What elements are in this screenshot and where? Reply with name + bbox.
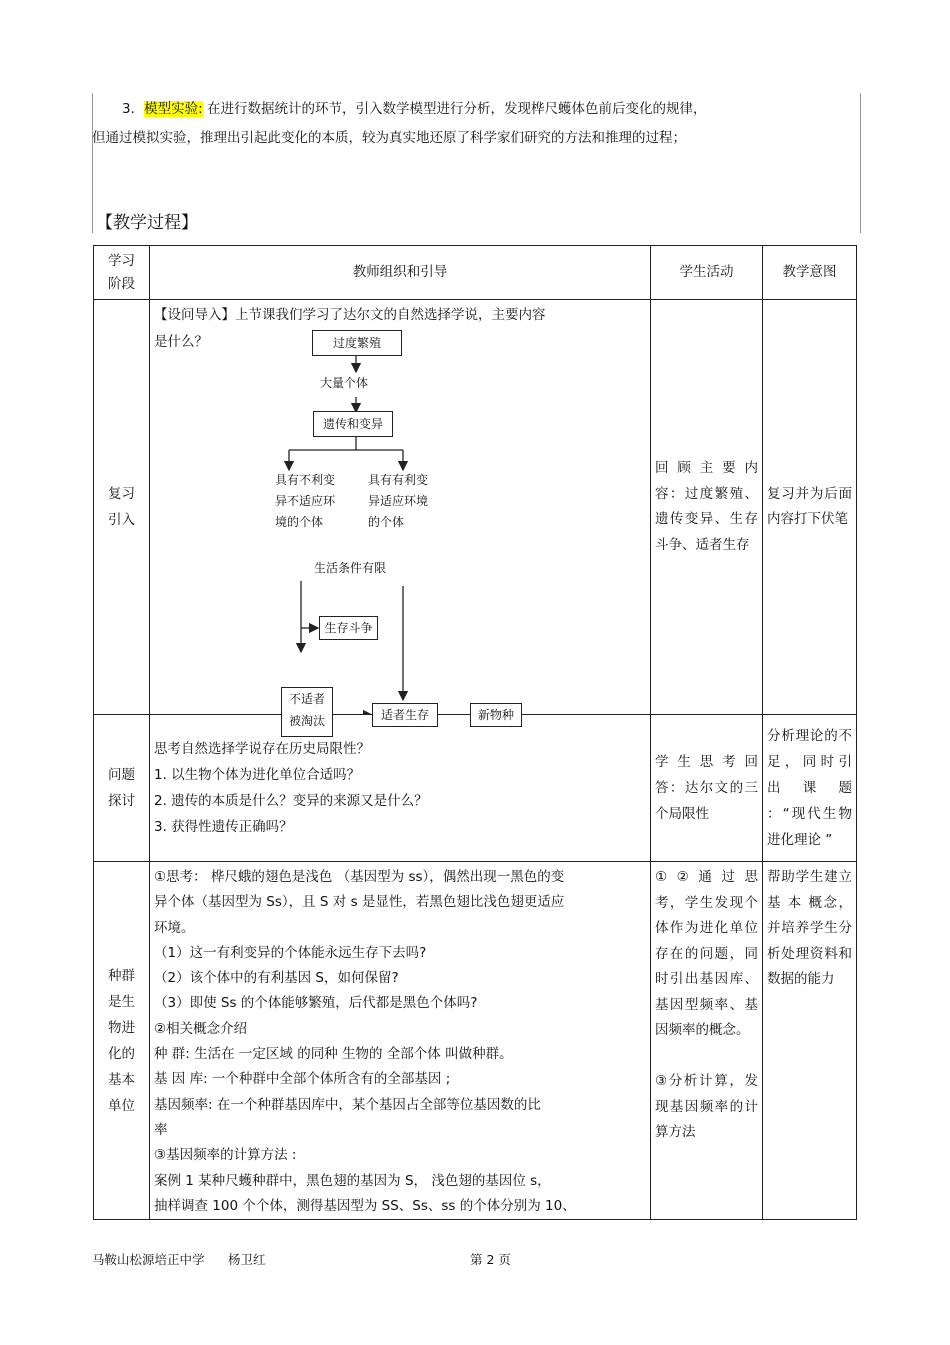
content-line: 抽样调查 100 个个体，测得基因型为 SS、Ss、ss 的个体分别为 10、: [154, 1197, 576, 1214]
header-intent: 教学意图: [763, 246, 857, 300]
footer-author: 杨卫红: [228, 1252, 266, 1267]
content-line: ③基因频率的计算方法 :: [154, 1147, 297, 1164]
content-line: 基因频率: 在一个种群基因库中，某个基因占全部等位基因数的比: [154, 1096, 541, 1113]
content-line: 率: [154, 1121, 168, 1138]
node-unfavorable: 具有不利变 异不适应环 境的个体: [275, 473, 336, 529]
table-header-row: [94, 246, 857, 300]
header-student: 学生活动: [651, 246, 763, 300]
footer-page-number: 第 2 页: [470, 1252, 511, 1267]
node-eliminated: 不适者 被淘汰: [281, 687, 333, 737]
teaching-process-table: [93, 245, 857, 1220]
content-line: 种 群: 生活在 一定区域 的同种 生物的 全部个体 叫做种群。: [154, 1046, 513, 1063]
teacher-cell: [150, 715, 651, 862]
intro-line-1: [122, 99, 706, 119]
content-line: ②相关概念介绍: [154, 1020, 248, 1037]
intro-line-2: 但通过模拟实验，推理出引起此变化的本质，较为真实地还原了科学家们研究的方法和推理的过程；: [92, 130, 686, 146]
student-cell: 回 顾 主 要 内容：过度繁殖、遗传变异、生存斗争、适者生存: [651, 300, 763, 715]
natural-selection-diagram: [150, 300, 651, 728]
header-stage: 学习 阶段: [94, 246, 150, 300]
node-many-individuals: 大量个体: [320, 376, 369, 390]
intro-highlight: 模型实验:: [144, 101, 203, 117]
footer-school: 马鞍山松源培正中学: [92, 1252, 205, 1267]
content-line: （1）这一有利变异的个体能永远生存下去吗?: [154, 944, 427, 961]
content-line: （3）即使 Ss 的个体能够繁殖，后代都是黑色个体吗?: [154, 995, 478, 1012]
node-new-species: 新物种: [470, 703, 522, 727]
stage-cell: 问题 探讨: [94, 715, 150, 862]
teacher-cell: [150, 300, 651, 728]
intent-cell: 帮助学生建立 基 本 概念，并培养学生分析处理资料和数据的能力: [763, 862, 857, 1220]
intent-cell: 分析理论的不足，同时引 出 课 题 ：“现代生物进化理论 ”: [763, 715, 857, 862]
stage-cell: 种群 是生 物进 化的 基本 单位: [94, 862, 150, 1220]
content-line: 案例 1 某种尺蠖种群中，黑色翅的基因为 S， 浅色翅的基因位 s，: [154, 1172, 551, 1189]
lead-in-question: 【设问导入】上节课我们学习了达尔文的自然选择学说，主要内容 是什么？: [154, 307, 546, 350]
intro-number: 3．: [122, 101, 145, 117]
student-cell: 学 生 思 考 回答：达尔文的三个局限性: [651, 715, 763, 862]
node-heredity-variation: 遗传和变异: [313, 411, 393, 437]
teacher-cell: [150, 862, 651, 1220]
discussion-line: 1. 以生物个体为进化单位合适吗？: [154, 767, 361, 783]
header-teacher: 教师组织和引导: [150, 246, 651, 300]
discussion-line: 2. 遗传的本质是什么？变异的来源又是什么？: [154, 793, 428, 809]
node-survival: 适者生存: [372, 703, 438, 727]
table-row: [94, 300, 857, 715]
intro-line1-text: 在进行数据统计的环节，引入数学模型进行分析，发现桦尺蠖体色前后变化的规律，: [202, 101, 707, 117]
discussion-line: 思考自然选择学说存在历史局限性？: [154, 741, 370, 757]
table-row: [94, 862, 857, 1220]
section-title: 【教学过程】: [96, 213, 198, 233]
node-overbreeding: 过度繁殖: [312, 330, 402, 356]
node-favorable: 具有有利变 异适应环境 的个体: [368, 473, 429, 529]
intent-cell: 复习并为后面内容打下伏笔: [763, 300, 857, 715]
stage-cell: 复习 引入: [94, 300, 150, 715]
student-cell: ① ② 通 过 思考，学生发现个体作为进化单位存在的问题，同时引出基因库、基因型频率、基因频率的概念。 ③分析计算，发现基因频率的计算方法: [651, 862, 763, 1220]
content-line: （2）该个体中的有利基因 S，如何保留?: [154, 970, 399, 987]
node-limited: 生活条件有限: [314, 561, 387, 575]
discussion-line: 3. 获得性遗传正确吗？: [154, 819, 293, 835]
node-struggle: 生存斗争: [319, 616, 378, 640]
table-row: [94, 715, 857, 862]
content-line: 环境。: [154, 919, 195, 936]
content-line: 基 因 库: 一个种群中全部个体所含有的全部基因 ;: [154, 1071, 451, 1088]
content-line: ①思考： 桦尺蛾的翅色是浅色 （基因型为 ss），偶然出现一黑色的变: [154, 869, 565, 885]
content-line: 异个体（基因型为 Ss），且 S 对 s 是显性，若黑色翅比浅色翅更适应: [154, 894, 565, 911]
